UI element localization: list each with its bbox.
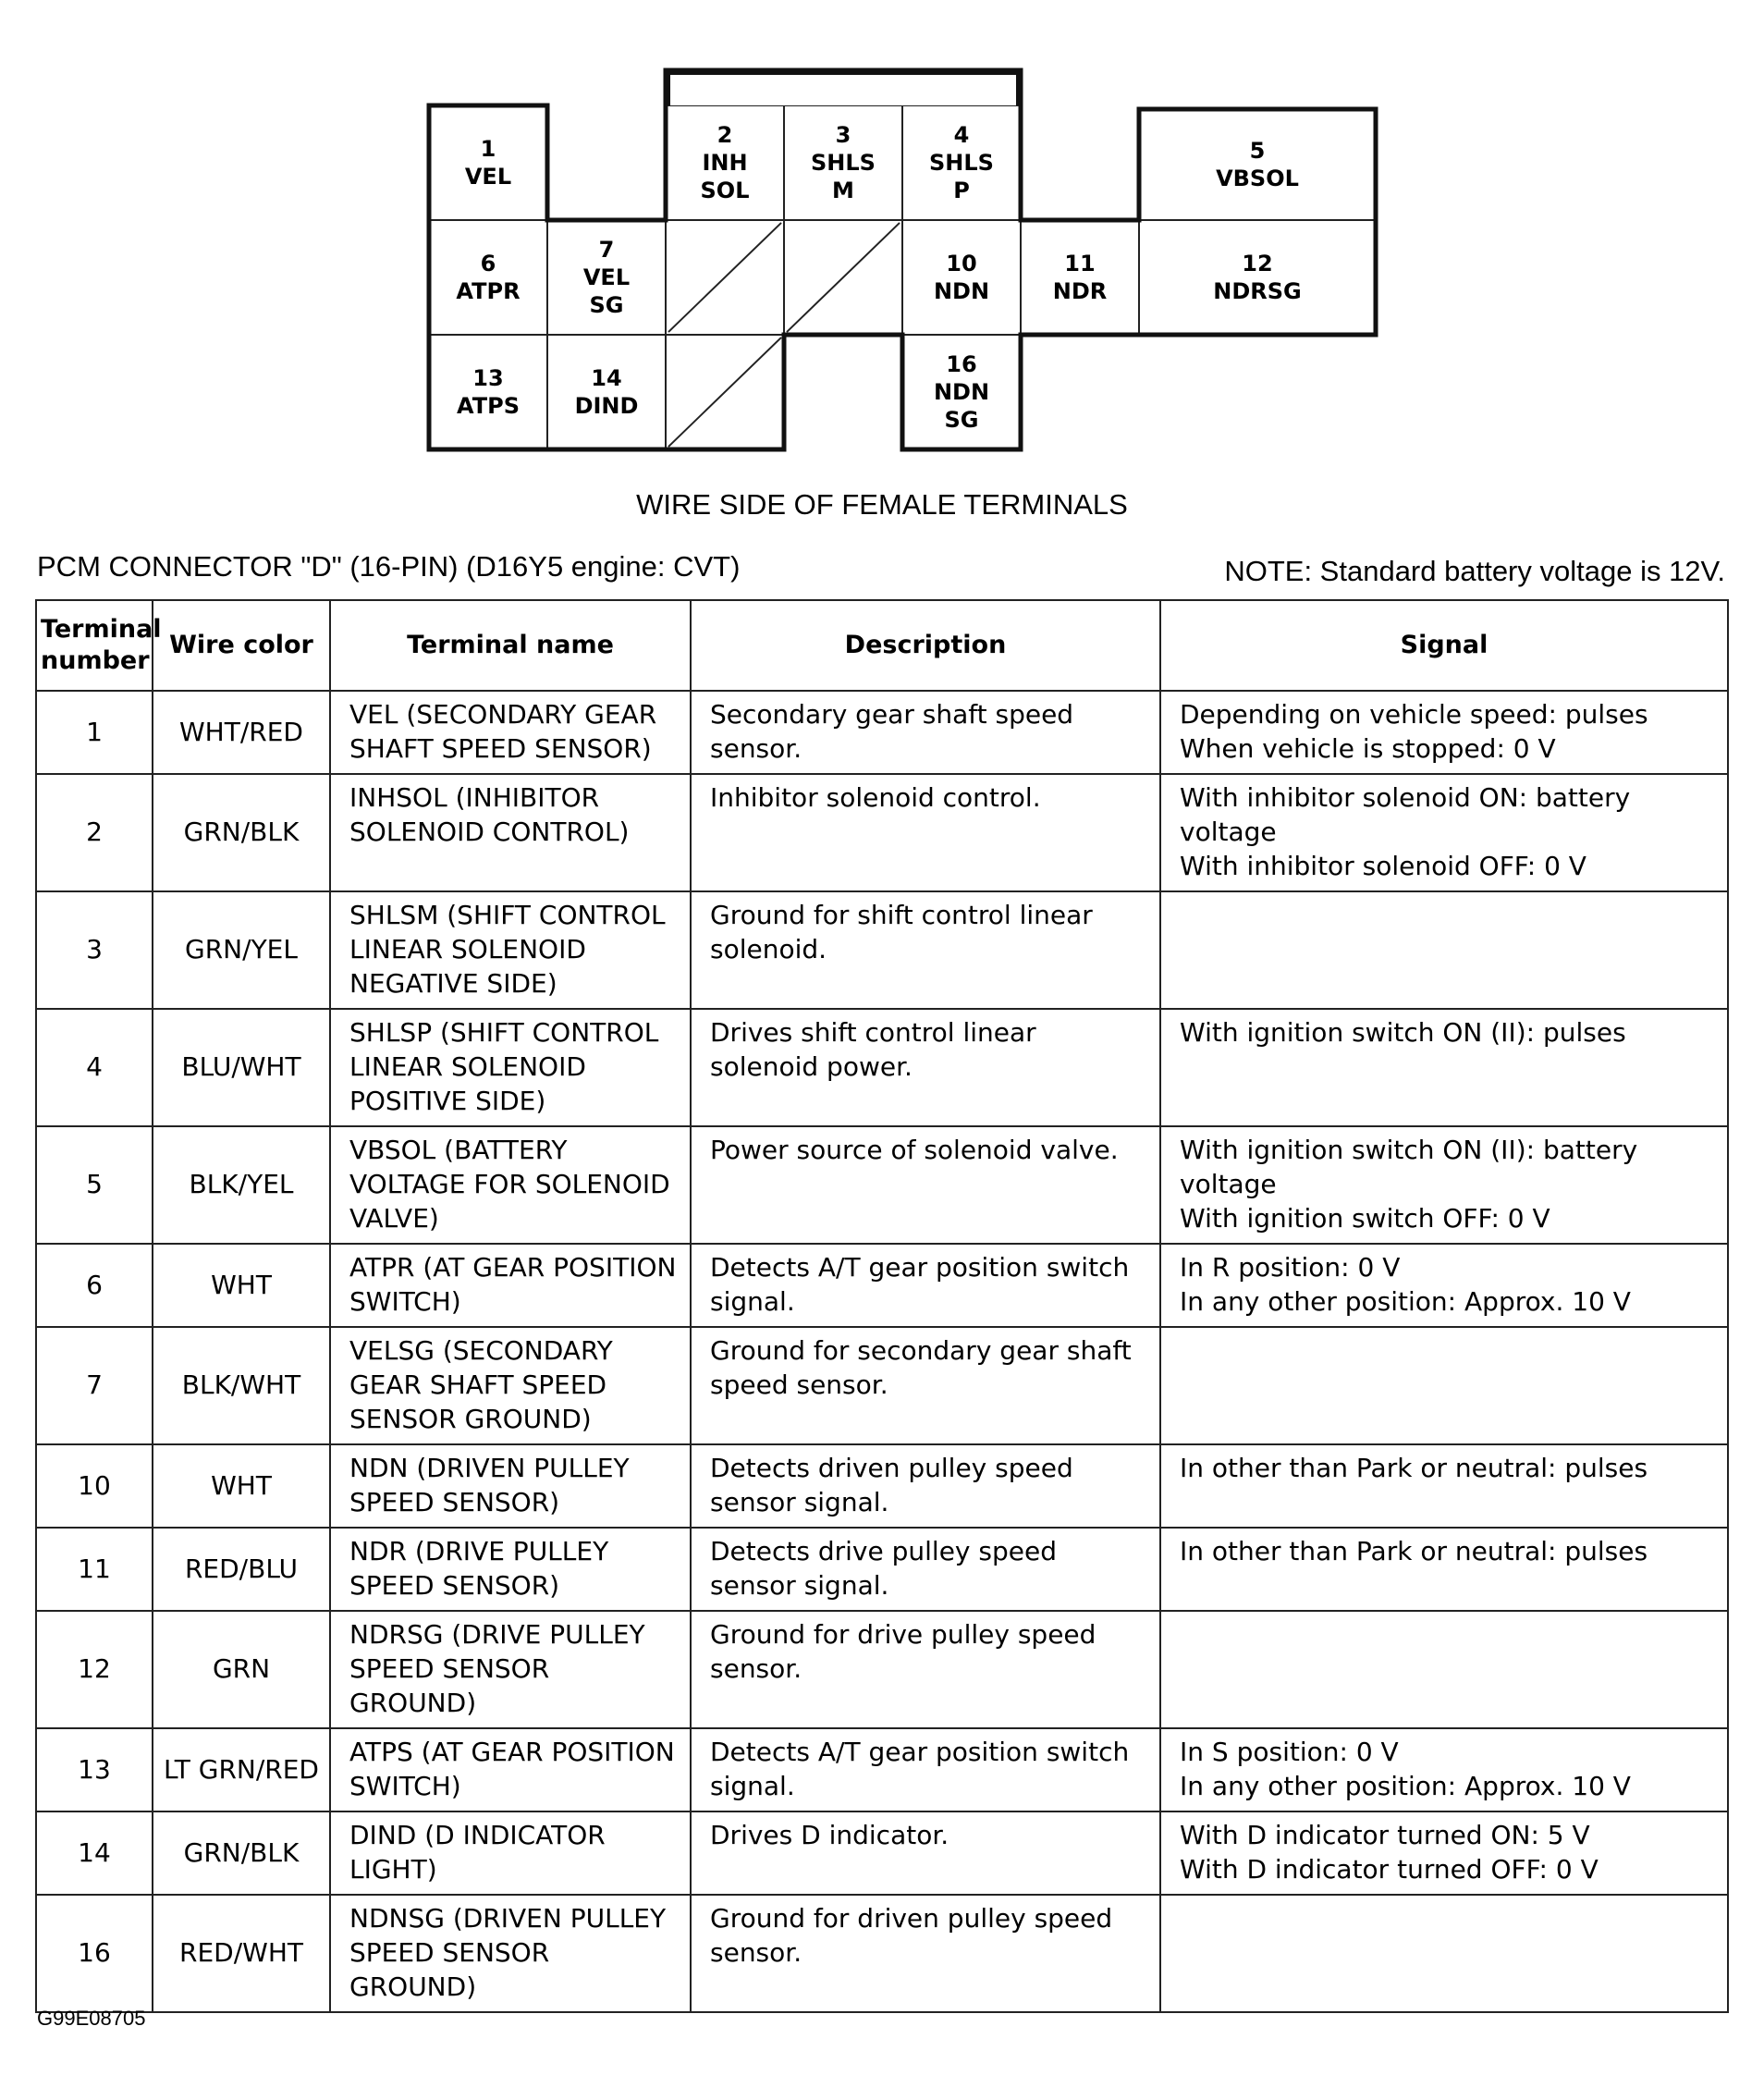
terminal-number-cell: 7 — [36, 1327, 153, 1444]
table-row — [36, 1244, 1728, 1327]
pin-label: 1 VEL — [464, 136, 512, 190]
signal-cell — [1160, 1327, 1728, 1444]
signal-cell: With D indicator turned ON: 5 V With D indicator turned OFF: 0 V — [1160, 1811, 1728, 1895]
pin-label: 6 ATPR — [456, 251, 521, 304]
terminal-number-cell: 10 — [36, 1444, 153, 1528]
signal-cell: Depending on vehicle speed: pulses When vehicle is stopped: 0 V — [1160, 691, 1728, 774]
terminal-number-cell: 16 — [36, 1895, 153, 2012]
signal-cell: In R position: 0 V In any other position: Approx. 10 V — [1160, 1244, 1728, 1327]
wire-color-cell: RED/BLU — [153, 1528, 330, 1611]
wire-color-cell: GRN — [153, 1611, 330, 1728]
connector-diagram — [421, 65, 1382, 453]
terminal-name-cell: SHLSP (SHIFT CONTROL LINEAR SOLENOID POSITIVE SIDE) — [330, 1009, 691, 1126]
pin-label: 3 SHLS M — [811, 122, 876, 203]
description-cell: Ground for driven pulley speed sensor. — [691, 1895, 1160, 2012]
wire-color-cell: WHT — [153, 1244, 330, 1327]
terminal-name-cell: NDR (DRIVE PULLEY SPEED SENSOR) — [330, 1528, 691, 1611]
wire-color-cell: WHT/RED — [153, 691, 330, 774]
pin-label: 10 NDN — [933, 251, 990, 304]
terminal-name-cell: VEL (SECONDARY GEAR SHAFT SPEED SENSOR) — [330, 691, 691, 774]
description-cell: Ground for shift control linear solenoid. — [691, 891, 1160, 1009]
description-cell: Detects A/T gear position switch signal. — [691, 1728, 1160, 1811]
wire-color-cell: RED/WHT — [153, 1895, 330, 2012]
table-row — [36, 1528, 1728, 1611]
description-cell: Secondary gear shaft speed sensor. — [691, 691, 1160, 774]
figure-id: G99E08705 — [37, 2007, 146, 2030]
header-terminal-number: Terminal number — [36, 600, 153, 691]
table-row — [36, 691, 1728, 774]
description-cell: Detects A/T gear position switch signal. — [691, 1244, 1160, 1327]
description-cell: Detects drive pulley speed sensor signal. — [691, 1528, 1160, 1611]
description-cell: Ground for drive pulley speed sensor. — [691, 1611, 1160, 1728]
wire-color-cell: WHT — [153, 1444, 330, 1528]
table-row — [36, 1327, 1728, 1444]
terminal-name-cell: NDRSG (DRIVE PULLEY SPEED SENSOR GROUND) — [330, 1611, 691, 1728]
pin-label: 5 VBSOL — [1216, 138, 1299, 191]
signal-cell: In other than Park or neutral: pulses — [1160, 1528, 1728, 1611]
header-wire-color: Wire color — [153, 600, 330, 691]
table-row — [36, 1728, 1728, 1811]
pin-label: 11 NDR — [1052, 251, 1108, 304]
signal-cell: With inhibitor solenoid ON: battery voltage With inhibitor solenoid OFF: 0 V — [1160, 774, 1728, 891]
terminal-number-cell: 6 — [36, 1244, 153, 1327]
description-cell: Drives shift control linear solenoid power. — [691, 1009, 1160, 1126]
terminal-name-cell: ATPR (AT GEAR POSITION SWITCH) — [330, 1244, 691, 1327]
terminal-number-cell: 2 — [36, 774, 153, 891]
pin-label: 14 DIND — [574, 365, 639, 419]
wire-color-cell: GRN/BLK — [153, 774, 330, 891]
wire-color-cell: BLK/WHT — [153, 1327, 330, 1444]
description-cell: Ground for secondary gear shaft speed sensor. — [691, 1327, 1160, 1444]
wire-color-cell: GRN/BLK — [153, 1811, 330, 1895]
wire-color-cell: GRN/YEL — [153, 891, 330, 1009]
table-row — [36, 774, 1728, 891]
table-row — [36, 1611, 1728, 1728]
pin-label: 7 VEL SG — [582, 237, 631, 318]
description-cell: Drives D indicator. — [691, 1811, 1160, 1895]
header-description: Description — [691, 600, 1160, 691]
wire-color-cell: LT GRN/RED — [153, 1728, 330, 1811]
terminal-number-cell: 11 — [36, 1528, 153, 1611]
connector-housing-outline — [421, 65, 1382, 453]
description-cell: Detects driven pulley speed sensor signal. — [691, 1444, 1160, 1528]
connector-title: PCM CONNECTOR "D" (16-PIN) (D16Y5 engine: CVT) — [37, 550, 741, 583]
header-signal: Signal — [1160, 600, 1728, 691]
terminal-number-cell: 12 — [36, 1611, 153, 1728]
terminal-number-cell: 13 — [36, 1728, 153, 1811]
table-row — [36, 1126, 1728, 1244]
table-row — [36, 1009, 1728, 1126]
description-cell: Inhibitor solenoid control. — [691, 774, 1160, 891]
pin-label: 2 INH SOL — [700, 122, 750, 203]
terminal-name-cell: DIND (D INDICATOR LIGHT) — [330, 1811, 691, 1895]
pin-label: 12 NDRSG — [1213, 251, 1302, 304]
terminal-number-cell: 5 — [36, 1126, 153, 1244]
signal-cell — [1160, 1611, 1728, 1728]
terminal-name-cell: NDN (DRIVEN PULLEY SPEED SENSOR) — [330, 1444, 691, 1528]
wire-color-cell: BLK/YEL — [153, 1126, 330, 1244]
terminal-name-cell: VELSG (SECONDARY GEAR SHAFT SPEED SENSOR GROUND) — [330, 1327, 691, 1444]
table-row — [36, 1444, 1728, 1528]
signal-cell — [1160, 1895, 1728, 2012]
terminal-number-cell: 3 — [36, 891, 153, 1009]
terminal-name-cell: ATPS (AT GEAR POSITION SWITCH) — [330, 1728, 691, 1811]
terminal-name-cell: SHLSM (SHIFT CONTROL LINEAR SOLENOID NEGATIVE SIDE) — [330, 891, 691, 1009]
terminal-name-cell: VBSOL (BATTERY VOLTAGE FOR SOLENOID VALVE) — [330, 1126, 691, 1244]
terminal-name-cell: NDNSG (DRIVEN PULLEY SPEED SENSOR GROUND) — [330, 1895, 691, 2012]
table-header-row — [36, 600, 1728, 691]
pin-label: 13 ATPS — [457, 365, 520, 419]
battery-voltage-note: NOTE: Standard battery voltage is 12V. — [1224, 555, 1725, 587]
terminal-number-cell: 4 — [36, 1009, 153, 1126]
description-cell: Power source of solenoid valve. — [691, 1126, 1160, 1244]
signal-cell: With ignition switch ON (II): pulses — [1160, 1009, 1728, 1126]
signal-cell: With ignition switch ON (II): battery voltage With ignition switch OFF: 0 V — [1160, 1126, 1728, 1244]
signal-cell — [1160, 891, 1728, 1009]
terminal-number-cell: 1 — [36, 691, 153, 774]
terminal-name-cell: INHSOL (INHIBITOR SOLENOID CONTROL) — [330, 774, 691, 891]
terminal-table — [35, 599, 1729, 2013]
terminal-number-cell: 14 — [36, 1811, 153, 1895]
table-row — [36, 1811, 1728, 1895]
pin-label: 4 SHLS P — [929, 122, 994, 203]
signal-cell: In S position: 0 V In any other position: Approx. 10 V — [1160, 1728, 1728, 1811]
wire-color-cell: BLU/WHT — [153, 1009, 330, 1126]
table-row — [36, 891, 1728, 1009]
table-row — [36, 1895, 1728, 2012]
signal-cell: In other than Park or neutral: pulses — [1160, 1444, 1728, 1528]
header-terminal-name: Terminal name — [330, 600, 691, 691]
pin-label: 16 NDN SG — [933, 351, 990, 433]
wire-side-caption: WIRE SIDE OF FEMALE TERMINALS — [636, 488, 1128, 521]
